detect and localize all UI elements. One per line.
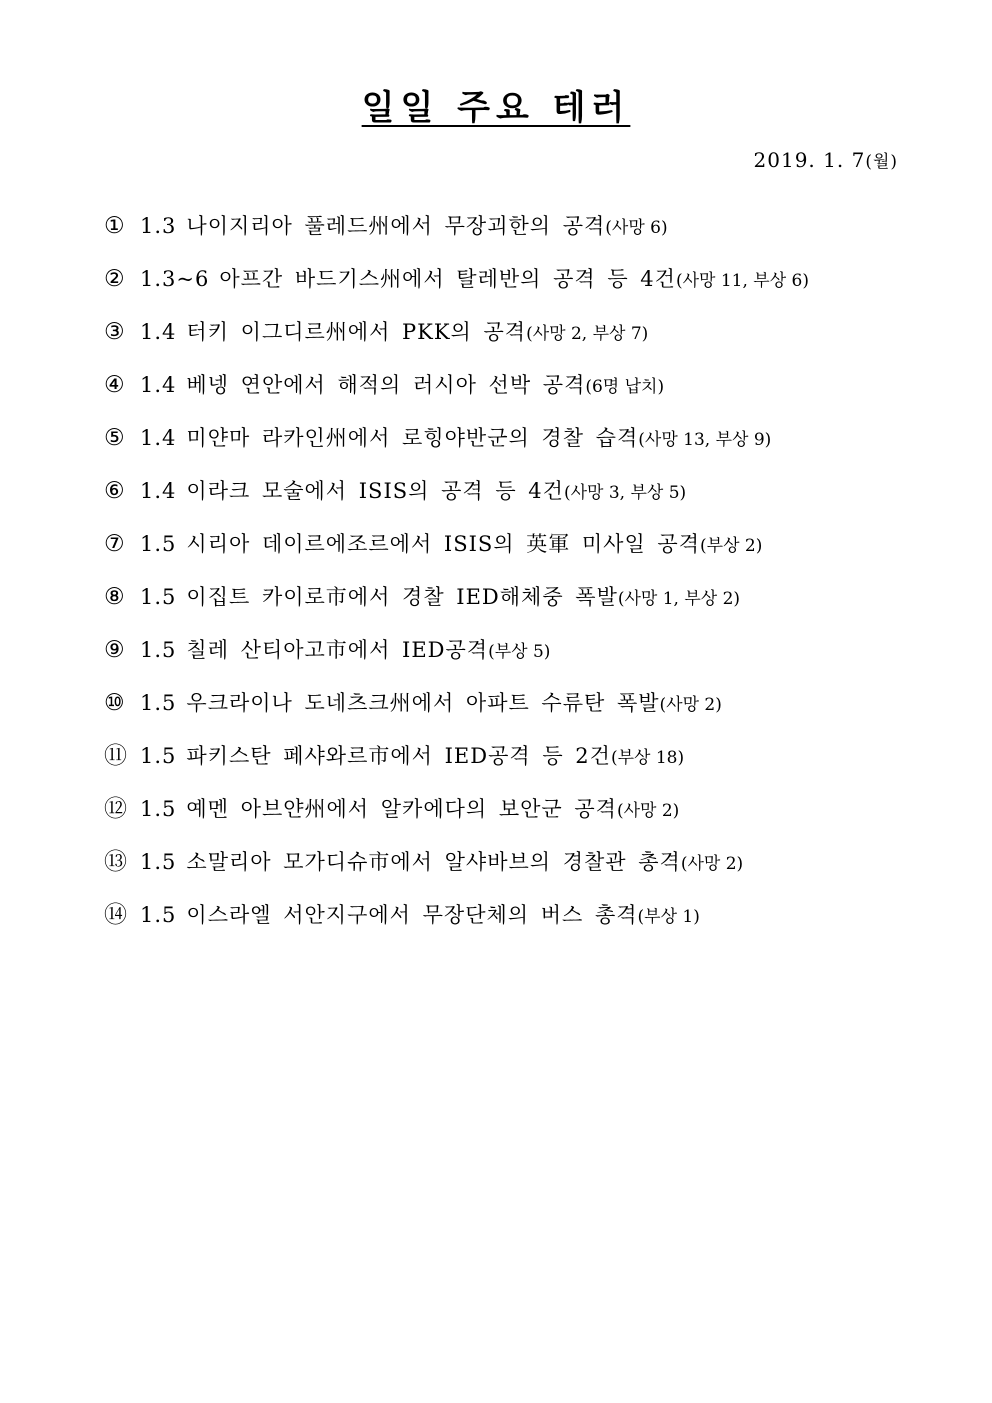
incident-casualty: (부상 1) <box>637 907 700 927</box>
incident-description: 아프간 바드기스州에서 탈레반의 공격 등 4건 <box>219 267 676 291</box>
incident-casualty: (부상 5) <box>488 642 551 662</box>
incident-item <box>104 524 944 577</box>
incident-description: 파키스탄 페샤와르市에서 IED공격 등 2건 <box>186 744 611 768</box>
incident-date: 1.5 <box>140 585 177 609</box>
incident-item <box>104 842 944 895</box>
incident-date: 1.3~6 <box>140 267 210 291</box>
incident-item <box>104 736 944 789</box>
incident-date: 1.5 <box>140 903 177 927</box>
incident-description: 이라크 모술에서 ISIS의 공격 등 4건 <box>186 479 564 503</box>
incident-casualty: (사망 2) <box>616 801 680 821</box>
incident-list <box>104 206 944 948</box>
incident-description: 우크라이나 도네츠크州에서 아파트 수류탄 폭발 <box>186 691 660 715</box>
report-date <box>754 146 898 176</box>
incident-description: 소말리아 모가디슈市에서 알샤바브의 경찰관 총격 <box>186 850 681 874</box>
incident-number: ④ <box>104 372 126 398</box>
incident-date: 1.4 <box>140 320 177 344</box>
incident-casualty: (부상 2) <box>700 536 763 556</box>
incident-casualty: (사망 6) <box>605 218 668 238</box>
incident-item <box>104 365 944 418</box>
incident-item <box>104 259 944 312</box>
incident-date: 1.5 <box>140 744 177 768</box>
incident-date: 1.5 <box>140 797 177 821</box>
incident-description: 이스라엘 서안지구에서 무장단체의 버스 총격 <box>186 903 638 927</box>
incident-casualty: (부상 18) <box>610 748 685 768</box>
incident-description: 이집트 카이로市에서 경찰 IED해체중 폭발 <box>186 585 618 609</box>
incident-number: ① <box>104 213 126 239</box>
incident-date: 1.5 <box>140 691 177 715</box>
incident-item <box>104 206 944 259</box>
incident-description: 미얀마 라카인州에서 로힝야반군의 경찰 습격 <box>186 426 639 450</box>
incident-date: 1.5 <box>140 638 177 662</box>
incident-number: ⑥ <box>104 478 126 504</box>
incident-number: ② <box>104 266 126 292</box>
incident-casualty: (사망 11, 부상 6) <box>675 271 809 291</box>
report-date-value: 2019. 1. 7 <box>753 148 866 172</box>
incident-number: ③ <box>104 319 126 345</box>
incident-item <box>104 312 944 365</box>
incident-number: ⑭ <box>104 902 128 928</box>
incident-number: ⑧ <box>104 584 126 610</box>
incident-description: 시리아 데이르에조르에서 ISIS의 英軍 미사일 공격 <box>186 532 701 556</box>
incident-item <box>104 577 944 630</box>
page-title <box>0 86 992 130</box>
incident-number: ⑬ <box>104 849 128 875</box>
incident-item <box>104 789 944 842</box>
incident-casualty: (사망 1, 부상 2) <box>617 589 741 609</box>
incident-date: 1.5 <box>140 532 177 556</box>
incident-item <box>104 471 944 524</box>
incident-casualty: (사망 13, 부상 9) <box>638 430 772 450</box>
incident-item <box>104 418 944 471</box>
incident-description: 예멘 아브얀州에서 알카에다의 보안군 공격 <box>186 797 617 821</box>
incident-date: 1.4 <box>140 479 177 503</box>
incident-description: 터키 이그디르州에서 PKK의 공격 <box>186 320 527 344</box>
incident-number: ⑩ <box>104 690 126 716</box>
incident-date: 1.5 <box>140 850 177 874</box>
incident-number: ⑤ <box>104 425 126 451</box>
incident-number: ⑫ <box>104 796 128 822</box>
incident-item <box>104 630 944 683</box>
incident-description: 칠레 산티아고市에서 IED공격 <box>186 638 489 662</box>
incident-date: 1.4 <box>140 426 177 450</box>
incident-casualty: (사망 2) <box>680 854 744 874</box>
incident-casualty: (사망 2) <box>659 695 722 715</box>
incident-date: 1.3 <box>140 214 177 238</box>
incident-item <box>104 895 944 948</box>
page-title-text: 일일 주요 테러 <box>361 88 631 128</box>
incident-casualty: (사망 3, 부상 5) <box>563 483 687 503</box>
incident-number: ⑪ <box>104 743 128 769</box>
incident-description: 나이지리아 풀레드州에서 무장괴한의 공격 <box>186 214 606 238</box>
report-day-of-week: (월) <box>865 152 898 172</box>
incident-number: ⑨ <box>104 637 126 663</box>
incident-item <box>104 683 944 736</box>
incident-date: 1.4 <box>140 373 177 397</box>
incident-number: ⑦ <box>104 531 126 557</box>
incident-casualty: (6명 납치) <box>585 377 665 397</box>
incident-description: 베넹 연안에서 해적의 러시아 선박 공격 <box>186 373 586 397</box>
incident-casualty: (사망 2, 부상 7) <box>526 324 649 344</box>
